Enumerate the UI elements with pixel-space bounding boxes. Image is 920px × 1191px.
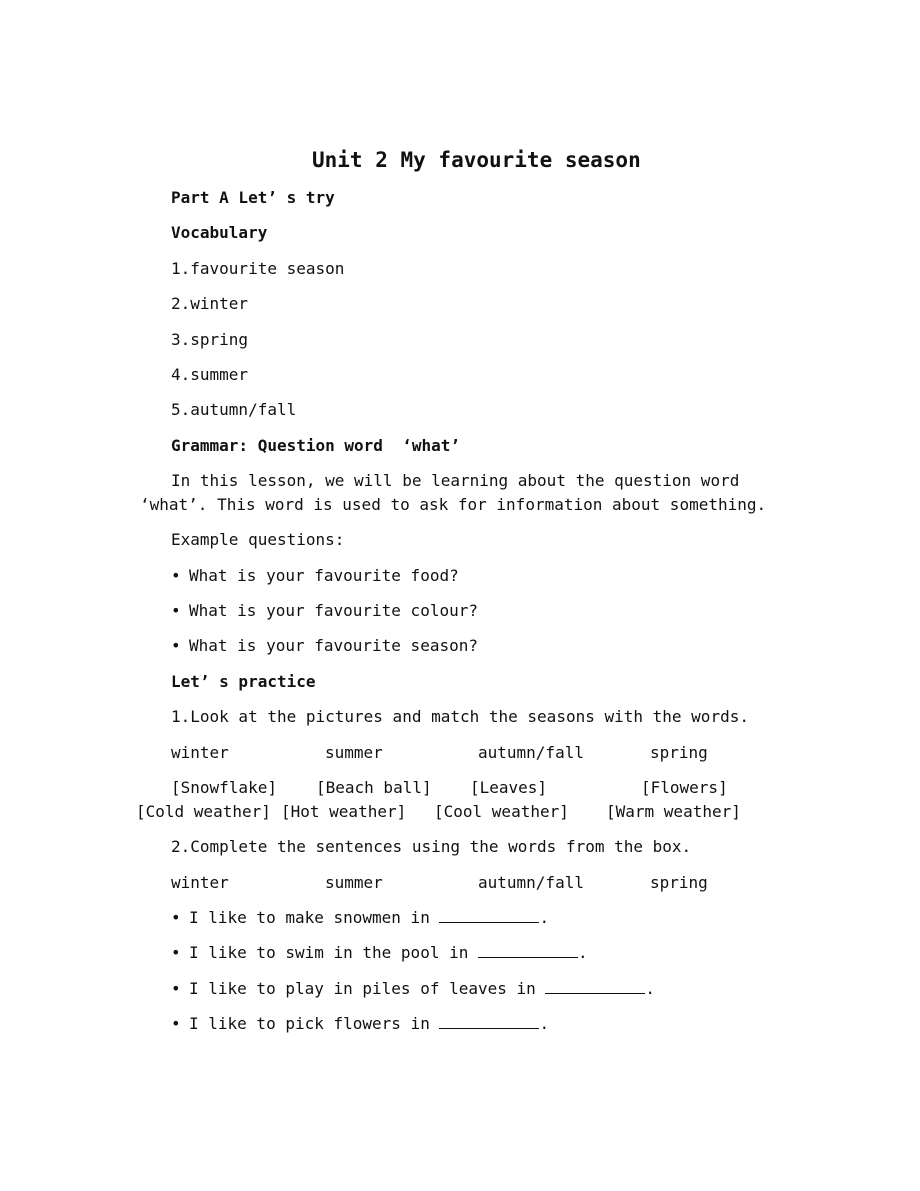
answer-blank[interactable] <box>439 908 539 923</box>
practice-question-2: 2.Complete the sentences using the words from the box. <box>171 837 692 856</box>
vocabulary-heading: Vocabulary <box>171 223 268 242</box>
sentence-period: . <box>578 943 588 962</box>
bullet: • <box>171 636 181 655</box>
part-a-heading: Part A Let’ s try <box>171 188 335 207</box>
answer-blank[interactable] <box>478 943 578 958</box>
bullet: • <box>171 908 181 927</box>
bullet: • <box>171 943 181 962</box>
sentence-text: I like to swim in the pool in <box>189 943 469 962</box>
fill-in-sentence <box>171 1014 549 1034</box>
weather-placeholder: [Cold weather] <box>136 802 271 821</box>
weather-placeholder: [Warm weather] <box>606 802 741 821</box>
vocabulary-item: 2.winter <box>171 294 249 313</box>
example-question-text: What is your favourite food? <box>189 566 459 585</box>
example-question <box>171 566 459 586</box>
bullet: • <box>171 601 181 620</box>
box-word: summer <box>325 873 383 892</box>
example-question <box>171 636 478 656</box>
picture-placeholder: [Flowers] <box>641 778 728 797</box>
vocabulary-item: 3.spring <box>171 330 249 349</box>
box-word: spring <box>650 873 708 892</box>
vocabulary-item: 1.favourite season <box>171 259 345 278</box>
sentence-period: . <box>539 1014 550 1033</box>
season-word: autumn/fall <box>478 743 584 762</box>
picture-placeholder: [Snowflake] <box>171 778 277 797</box>
picture-placeholder: [Beach ball] <box>316 778 432 797</box>
sentence-text: I like to play in piles of leaves in <box>189 979 536 998</box>
grammar-intro-line-2: ‘what’. This word is used to ask for information about something. <box>140 495 767 514</box>
bullet: • <box>171 566 181 585</box>
vocabulary-item: 5.autumn/fall <box>171 400 297 419</box>
picture-placeholder: [Leaves] <box>470 778 548 797</box>
answer-blank[interactable] <box>545 979 645 994</box>
page-title: Unit 2 My favourite season <box>312 148 641 172</box>
season-word: winter <box>171 743 229 762</box>
example-question <box>171 601 478 621</box>
season-word: spring <box>650 743 708 762</box>
bullet: • <box>171 979 181 998</box>
grammar-intro-line-1: In this lesson, we will be learning about the question word <box>171 471 740 490</box>
sentence-text: I like to make snowmen in <box>189 908 430 927</box>
vocabulary-item: 4.summer <box>171 365 249 384</box>
weather-placeholder: [Hot weather] <box>281 802 407 821</box>
fill-in-sentence <box>171 943 588 963</box>
sentence-period: . <box>645 979 656 998</box>
fill-in-sentence <box>171 908 549 928</box>
fill-in-sentence <box>171 979 655 999</box>
example-question-text: What is your favourite colour? <box>189 601 478 620</box>
practice-heading: Let’ s practice <box>171 672 316 691</box>
sentence-text: I like to pick flowers in <box>189 1014 430 1033</box>
example-question-text: What is your favourite season? <box>189 636 478 655</box>
example-questions-label: Example questions: <box>171 530 345 549</box>
sentence-period: . <box>539 908 550 927</box>
answer-blank[interactable] <box>439 1014 539 1029</box>
practice-question-1: 1.Look at the pictures and match the seasons with the words. <box>171 707 749 726</box>
bullet: • <box>171 1014 181 1033</box>
box-word: autumn/fall <box>478 873 584 892</box>
grammar-heading: Grammar: Question word ‘what’ <box>171 436 460 455</box>
season-word: summer <box>325 743 383 762</box>
weather-placeholder: [Cool weather] <box>434 802 569 821</box>
box-word: winter <box>171 873 229 892</box>
